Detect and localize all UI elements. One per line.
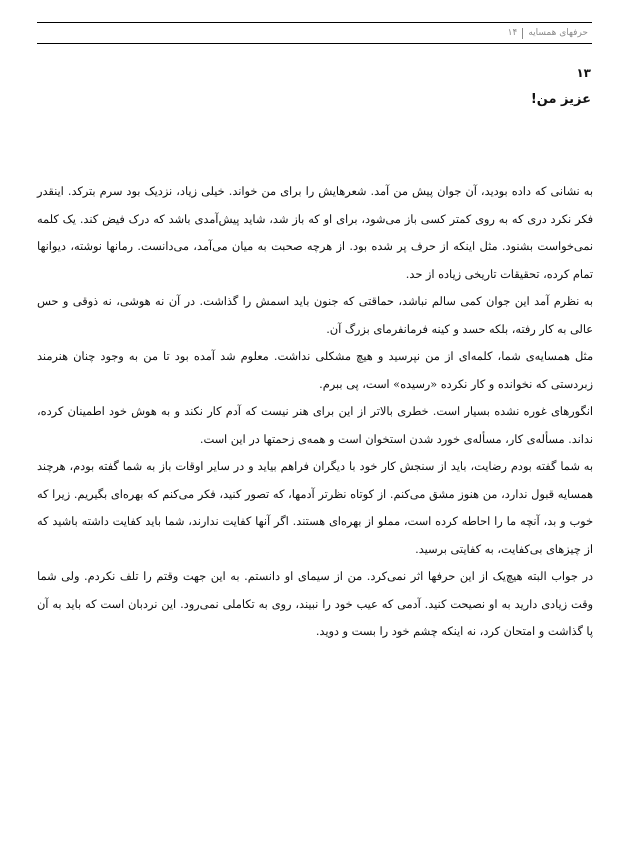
paragraph: به نشانی که داده بودید، آن جوان پیش من آمد. شعرهایش را برای من خواند. خیلی زیاد، نزدیک بود سرم بترکد. اینقدر فکر نکرد دری که به روی کمتر کسی باز می‌شود، برای او که باز شد، شاید پیش‌آمدی باشد که درک فیض کند. یک کلمه نمی‌خواست بشنود. مثل اینکه از حرف پر شده بود. از هرچه صحبت به میان می‌آمد، می‌دانست. رمانها نوشته، دیوانها تمام کرده، تحقیقات تاریخی زیاده از حد.: [37, 185, 593, 281]
header-separator: [522, 28, 523, 39]
paragraph: در جواب البته هیچ‌یک از این حرفها اثر نمی‌کرد. من از سیمای او دانستم. به این جهت وقتم را تلف نکردم. ولی شما وقت زیادی دارید به او نصیحت کنید. آدمی که عیب خود را نبیند، روی به تکاملی نمی‌رود. این نردبان است که باید به آن پا گذاشت و امتحان کرد، نه اینکه چشم خود را بست و دوید.: [37, 570, 593, 638]
paragraph: به شما گفته بودم رضایت، باید از سنجش کار خود با دیگران فراهم بیاید و در سایر اوقات باز به شما گفته بودم، هرچند همسایه قبول ندارد، من هنوز مشق می‌کنم. از کوتاه نظرتر آدمها، که تصور کنید، فکر می‌کنم که بهره‌ای بگیریم. زیرا که خوب و بد، آنچه ما را احاطه کرده است، مملو از بهره‌ای هستند. اگر آنها کفایت ندارند، شما باید کفایت داشته باشید که از چیزهای بی‌کفایت، به کفایتی برسید.: [37, 460, 593, 556]
chapter-title: عزیز من!: [530, 92, 591, 107]
paragraph: مثل همسایه‌ی شما، کلمه‌ای از من نپرسید و هیچ مشکلی نداشت. معلوم شد آمده بود تا من به وجود چنان هنرمند زبردستی که نخوانده و کار نکرده «رسیده» است، پی ببرم.: [37, 350, 593, 391]
paragraph: به نظرم آمد این جوان کمی سالم نباشد، حماقتی که جنون باید اسمش را گذاشت. در آن نه هوشی، نه ذوقی و حس عالی به کار رفته، بلکه حسد و کینه فرمانفرمای بزرگ آن.: [37, 295, 593, 336]
page-number: ۱۴: [507, 28, 518, 38]
chapter-number: ۱۳: [576, 66, 591, 80]
paragraph: انگورهای غوره نشده بسیار است. خطری بالاتر از این برای هنر نیست که آدم کار نکند و به هوش خود اطمینان کرده، نداند. مسأله‌ی کار، مسأله‌ی خورد شدن استخوان است و همه‌ی زحمتها در این است.: [37, 405, 593, 446]
running-header: [37, 22, 592, 44]
body-text: [37, 178, 593, 646]
running-header-title: حرفهای همسایه: [528, 28, 588, 38]
